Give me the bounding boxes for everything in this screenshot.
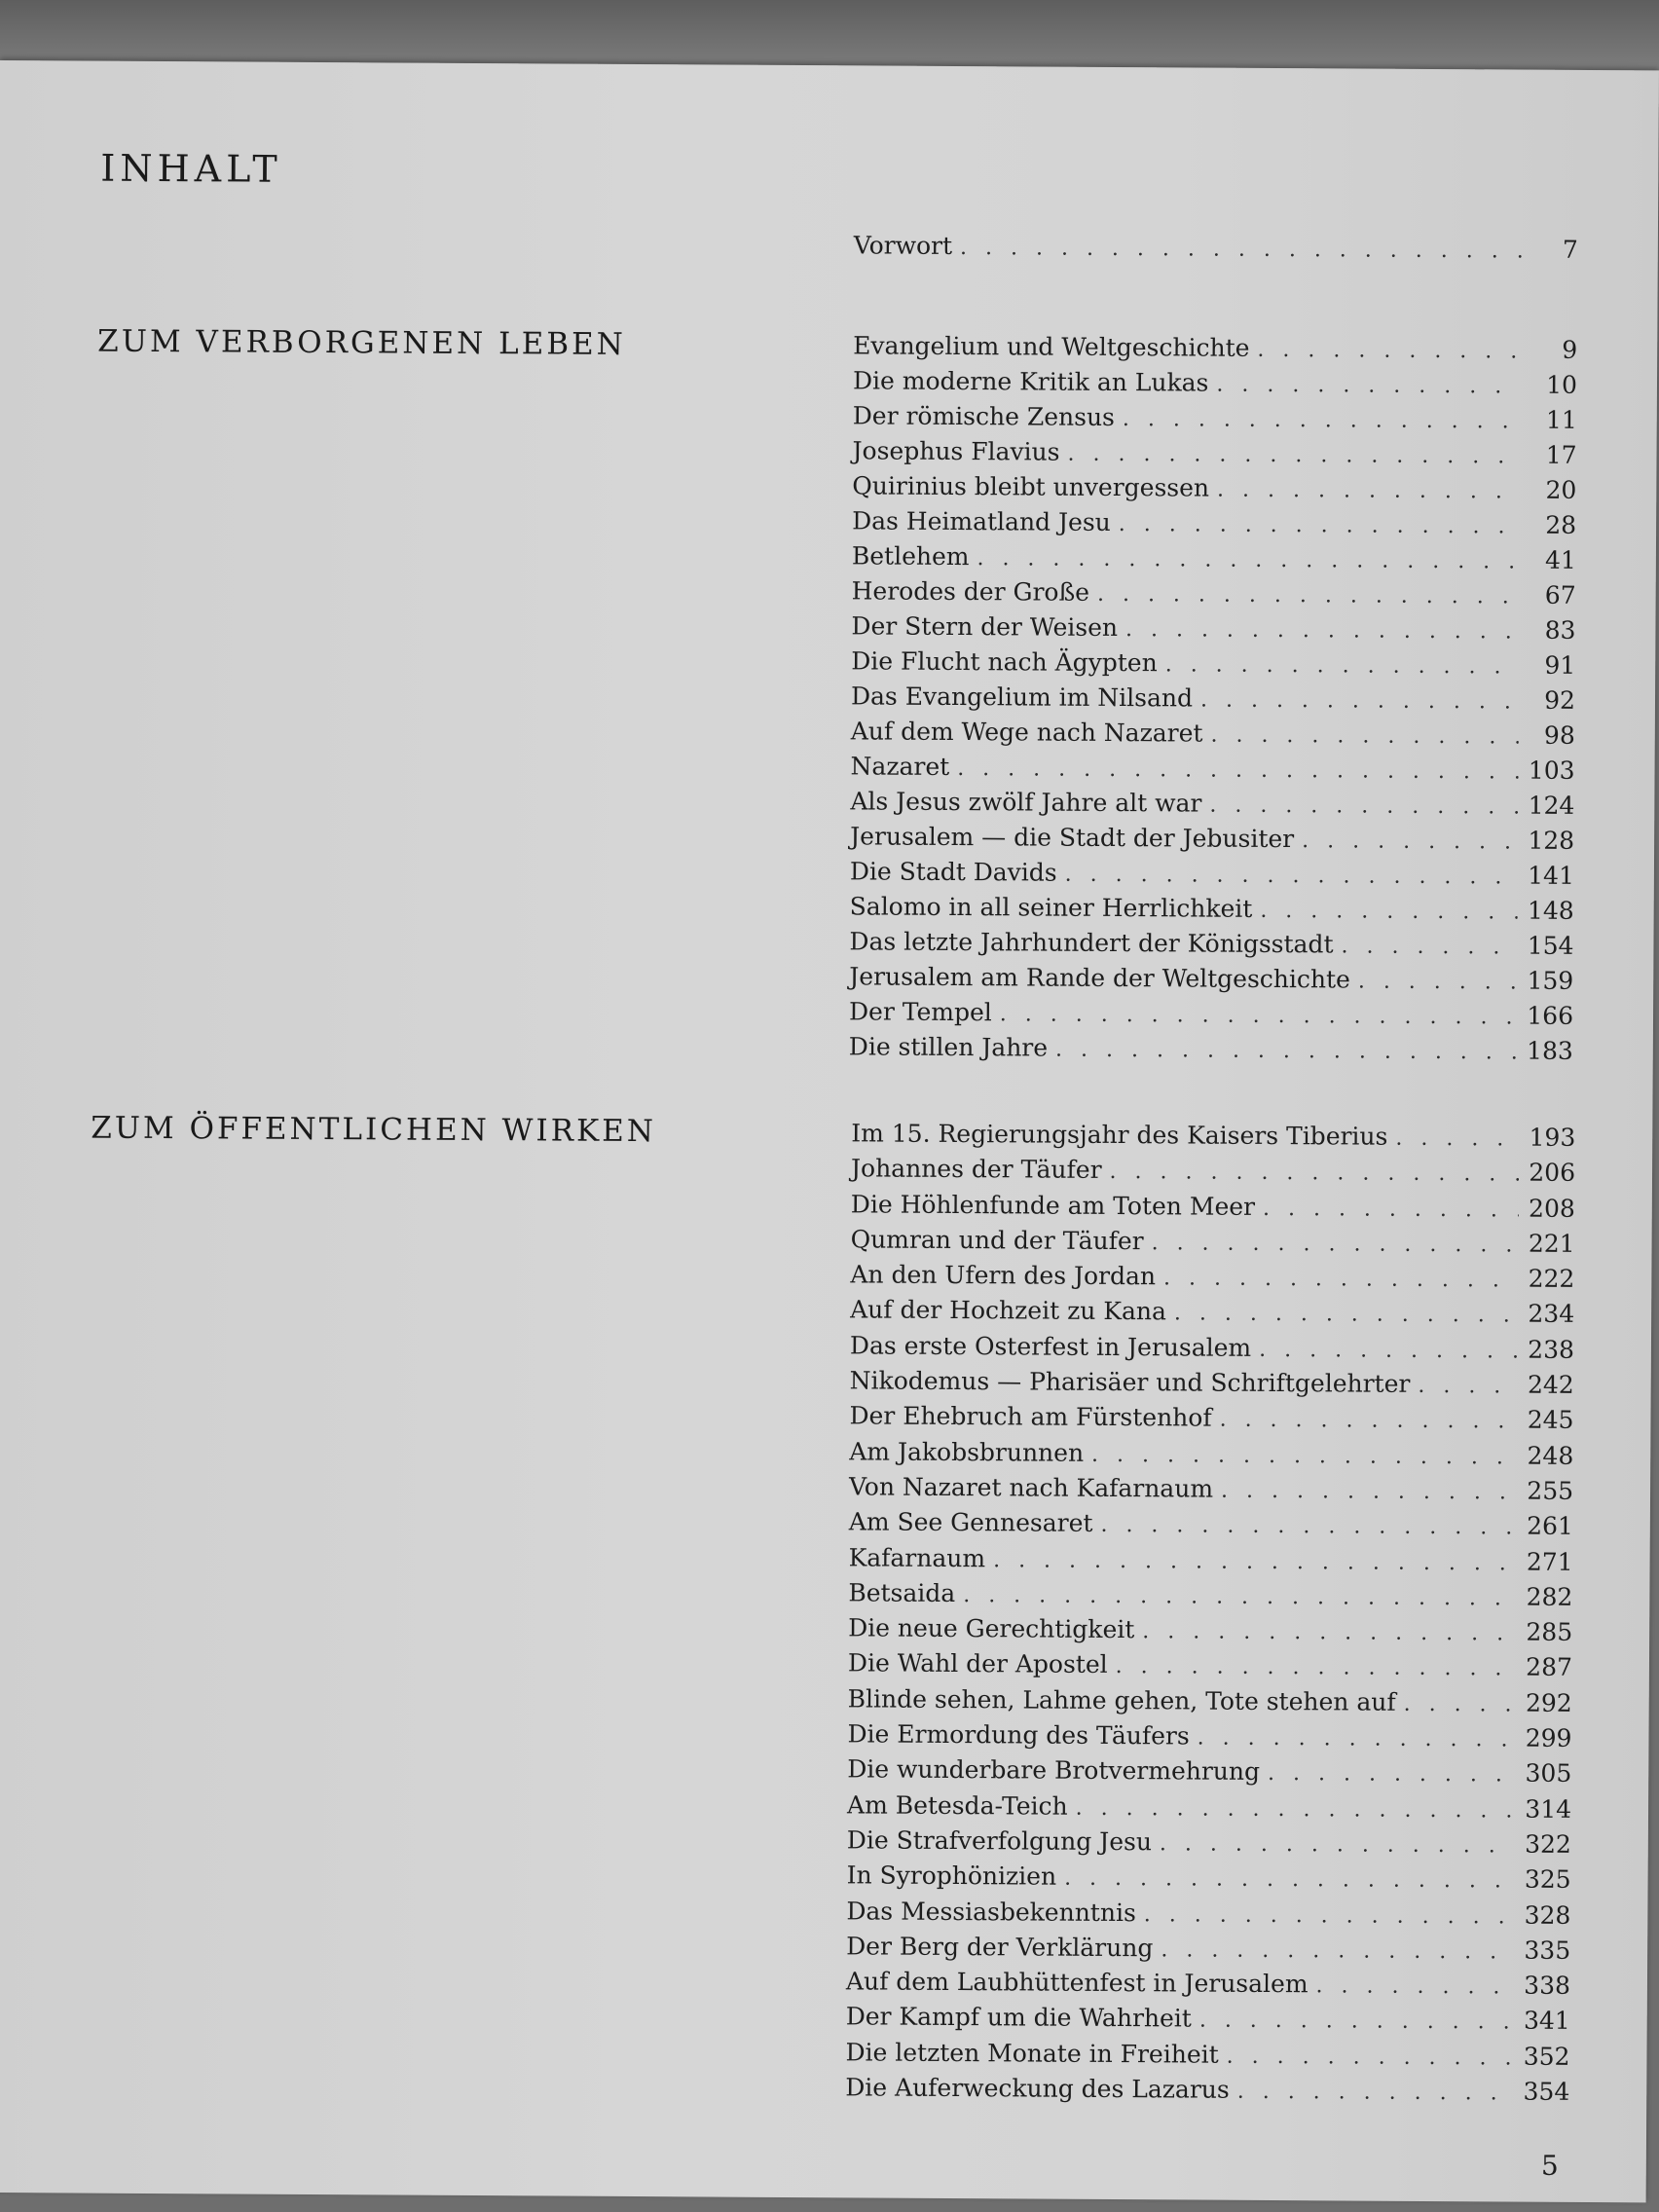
toc-entry-title: Der Berg der Verklärung <box>846 1932 1154 1963</box>
toc-entry <box>850 1225 1574 1265</box>
toc-entry-title: Am Betesda-Teich <box>846 1789 1068 1821</box>
toc-entry-page: 159 <box>1527 966 1574 995</box>
toc-entry-title: Nikodemus — Pharisäer und Schriftgelehrter <box>849 1366 1411 1398</box>
toc-entry-page: 242 <box>1527 1370 1574 1399</box>
dot-leader <box>1142 1619 1516 1645</box>
toc-entry <box>846 1862 1570 1901</box>
toc-entry-page: 299 <box>1525 1723 1572 1752</box>
toc-entry-preface <box>854 231 1578 271</box>
toc-entry <box>852 436 1576 476</box>
toc-entry-page: 28 <box>1545 510 1577 539</box>
toc-entry-page: 338 <box>1524 1971 1571 2001</box>
toc-entry-title: Das Heimatland Jesu <box>852 506 1111 536</box>
dot-leader <box>1065 863 1518 890</box>
toc-entry <box>851 1155 1575 1195</box>
dot-leader <box>1076 1795 1516 1823</box>
page-title: INHALT <box>100 146 282 191</box>
dot-leader <box>960 236 1522 264</box>
toc-entry-title: Von Nazaret nach Kafarnaum <box>848 1472 1214 1503</box>
toc-entry-title: In Syrophönizien <box>846 1861 1057 1891</box>
dot-leader <box>1091 1443 1517 1470</box>
toc-entry <box>849 1437 1573 1477</box>
toc-entry <box>851 646 1575 686</box>
toc-entry <box>845 2038 1569 2078</box>
toc-entry <box>849 1472 1573 1512</box>
toc-entry-title: Die neue Gerechtigkeit <box>848 1613 1135 1644</box>
toc-entry-page: 183 <box>1527 1036 1573 1065</box>
dot-leader <box>1210 723 1518 750</box>
toc-entry-title: Die Strafverfolgung Jesu <box>846 1825 1153 1857</box>
dot-leader <box>963 1583 1516 1610</box>
toc-entry-title: Das erste Osterfest in Jerusalem <box>849 1331 1252 1362</box>
dot-leader <box>1100 1513 1516 1540</box>
toc-entry-title: Im 15. Regierungsjahr des Kaisers Tiberius <box>851 1119 1388 1151</box>
dot-leader <box>1116 1654 1516 1681</box>
toc-entry-page: 7 <box>1562 235 1578 264</box>
toc-entry <box>853 331 1577 371</box>
toc-entry-title: An den Ufern des Jordan <box>850 1260 1157 1291</box>
toc-entry-page: 271 <box>1526 1547 1573 1576</box>
dot-leader <box>1160 1831 1515 1858</box>
toc-entry <box>850 892 1574 932</box>
toc-entry-page: 352 <box>1523 2042 1570 2071</box>
dot-leader <box>1165 652 1520 679</box>
toc-entry-page: 148 <box>1527 896 1574 925</box>
toc-entry <box>849 927 1573 967</box>
toc-entry-page: 335 <box>1524 1936 1571 1965</box>
toc-preface <box>854 231 1578 271</box>
dot-leader <box>1174 1302 1518 1328</box>
toc-entry-page: 282 <box>1526 1582 1573 1611</box>
dot-leader <box>977 546 1520 573</box>
toc-entry-page: 341 <box>1523 2007 1570 2036</box>
toc-entry <box>851 1190 1575 1230</box>
dot-leader <box>1358 970 1518 995</box>
dot-leader <box>1260 899 1517 925</box>
toc-entry <box>849 962 1573 1002</box>
dot-leader <box>1198 1726 1516 1752</box>
toc-entry-title: Die Höhlenfunde am Toten Meer <box>850 1189 1256 1221</box>
dot-leader <box>1237 2080 1514 2106</box>
toc-entry-title: Als Jesus zwölf Jahre alt war <box>850 787 1202 818</box>
toc-entry-page: 305 <box>1525 1758 1572 1788</box>
toc-entry-page: 328 <box>1524 1900 1571 1930</box>
toc-entry-page: 322 <box>1525 1829 1571 1859</box>
dot-leader <box>1341 934 1517 959</box>
toc-entry <box>850 787 1574 827</box>
toc-entry-page: 9 <box>1562 335 1578 364</box>
toc-entry-page: 248 <box>1527 1441 1574 1470</box>
dot-leader <box>1144 1902 1515 1929</box>
toc-entry-title: Quirinius bleibt unvergessen <box>852 471 1210 502</box>
toc-entry-title: Die Stadt Davids <box>849 857 1057 887</box>
toc-entry <box>849 997 1573 1037</box>
toc-entry-page: 91 <box>1544 650 1576 680</box>
toc-entry-page: 128 <box>1528 826 1575 855</box>
toc-entry-title: Salomo in all seiner Herrlichkeit <box>849 892 1253 923</box>
toc-entry-title: Am See Gennesaret <box>848 1507 1093 1538</box>
page-number: 5 <box>1540 2149 1559 2182</box>
toc-entry-title: Das letzte Jahrhundert der Königsstadt <box>849 927 1334 959</box>
toc-entry <box>850 1296 1574 1336</box>
toc-entry-title: Die Ermordung des Täufers <box>847 1719 1190 1751</box>
toc-entry <box>848 1684 1572 1724</box>
toc-entry-title: Nazaret <box>850 752 950 781</box>
toc-entry-title: Die Flucht nach Ägypten <box>851 646 1158 678</box>
dot-leader <box>1263 1197 1519 1223</box>
toc-entry-title: Die Auferweckung des Lazarus <box>845 2073 1230 2104</box>
toc-entry-page: 141 <box>1528 861 1575 890</box>
toc-entry-page: 287 <box>1526 1653 1573 1682</box>
toc-entry-page: 20 <box>1545 475 1577 504</box>
dot-leader <box>1209 793 1518 820</box>
toc-entry-title: Auf der Hochzeit zu Kana <box>850 1295 1167 1326</box>
toc-entry-title: Josephus Flavius <box>852 436 1060 466</box>
dot-leader <box>1227 2044 1514 2070</box>
toc-entry-title: Betlehem <box>851 541 970 571</box>
toc-entry <box>848 1543 1572 1583</box>
toc-entry-page: 67 <box>1544 580 1576 609</box>
dot-leader <box>1221 1479 1517 1505</box>
toc-entry-page: 193 <box>1529 1123 1576 1152</box>
toc-entry-page: 221 <box>1528 1229 1575 1258</box>
toc-entry-title: Der römische Zensus <box>852 401 1116 432</box>
toc-entry <box>853 401 1577 441</box>
toc-entry-page: 154 <box>1527 931 1574 960</box>
toc-entry <box>848 1614 1572 1654</box>
toc-section-oeffentliches-wirken <box>845 1119 1575 2113</box>
toc-entry-title: Die letzten Monate in Freiheit <box>845 2038 1219 2069</box>
toc-entry-page: 238 <box>1528 1335 1575 1364</box>
toc-entry-page: 166 <box>1527 1001 1574 1030</box>
toc-entry <box>845 2073 1569 2113</box>
toc-entry-page: 17 <box>1545 440 1577 469</box>
toc-entry-title: Auf dem Wege nach Nazaret <box>850 717 1203 748</box>
toc-entry-title: Die stillen Jahre <box>848 1032 1049 1062</box>
toc-entry <box>852 506 1576 546</box>
toc-entry <box>847 1790 1571 1830</box>
dot-leader <box>1199 2009 1514 2035</box>
dot-leader <box>1315 1973 1514 1999</box>
toc-entry-title: Jerusalem am Rande der Weltgeschichte <box>849 962 1350 994</box>
toc-entry <box>848 1649 1572 1689</box>
toc-entry-title: Vorwort <box>853 231 953 260</box>
toc-entry-title: Die moderne Kritik an Lukas <box>852 366 1209 397</box>
dot-leader <box>1302 829 1518 854</box>
toc-entry-page: 255 <box>1527 1476 1574 1505</box>
toc-entry-page: 208 <box>1529 1194 1575 1223</box>
dot-leader <box>1119 512 1520 539</box>
toc-entry-title: Der Ehebruch am Fürstenhof <box>849 1401 1212 1433</box>
dot-leader <box>993 1548 1517 1575</box>
toc-entry-page: 292 <box>1525 1688 1572 1717</box>
toc-entry-title: Auf dem Laubhüttenfest in Jerusalem <box>845 1967 1309 1999</box>
dot-leader <box>1123 407 1521 433</box>
dot-leader <box>1109 1160 1519 1187</box>
dot-leader <box>1257 338 1521 364</box>
dot-leader <box>957 756 1518 785</box>
toc-entry <box>849 1508 1573 1548</box>
toc-entry-title: Evangelium und Weltgeschichte <box>853 331 1250 362</box>
toc-entry-page: 10 <box>1546 370 1578 399</box>
toc-entry-page: 11 <box>1545 405 1577 434</box>
toc-entry-page: 206 <box>1529 1158 1576 1188</box>
toc-entry-title: Herodes der Große <box>851 576 1090 607</box>
toc-entry-title: Das Evangelium im Nilsand <box>850 682 1194 713</box>
toc-entry-page: 124 <box>1528 791 1575 820</box>
dot-leader <box>1418 1374 1517 1399</box>
dot-leader <box>1125 617 1520 644</box>
toc-entry-page: 285 <box>1526 1617 1573 1647</box>
dot-leader <box>1404 1692 1516 1717</box>
section-heading-verborgenes-leben: ZUM VERBORGENEN LEBEN <box>97 323 626 362</box>
toc-entry <box>846 2003 1570 2043</box>
toc-entry <box>851 717 1575 756</box>
dot-leader <box>1268 1761 1515 1788</box>
book-page <box>0 60 1659 2202</box>
toc-entry-title: Qumran und der Täufer <box>850 1225 1144 1256</box>
toc-entry <box>847 1755 1571 1795</box>
dot-leader <box>1097 582 1520 609</box>
section-heading-oeffentliches-wirken: ZUM ÖFFENTLICHEN WIRKEN <box>91 1110 657 1150</box>
dot-leader <box>1000 1002 1517 1029</box>
toc-entry <box>846 1897 1570 1936</box>
toc-entry <box>852 541 1576 581</box>
toc-entry-page: 261 <box>1527 1511 1573 1541</box>
dot-leader <box>1067 442 1520 469</box>
toc-entry-title: Betsaida <box>848 1578 956 1607</box>
toc-entry-page: 103 <box>1528 756 1575 785</box>
toc-entry-page: 222 <box>1528 1264 1575 1294</box>
toc-entry <box>853 366 1577 406</box>
toc-entry <box>852 576 1576 616</box>
toc-entry <box>849 1402 1573 1442</box>
toc-entry <box>851 682 1575 721</box>
dot-leader <box>1217 478 1520 504</box>
toc-entry <box>851 611 1575 651</box>
toc-entry <box>847 1825 1571 1865</box>
toc-entry <box>850 1261 1574 1301</box>
toc-entry-page: 98 <box>1543 720 1575 750</box>
toc-entry <box>850 752 1574 792</box>
toc-entry-title: Am Jakobsbrunnen <box>849 1437 1085 1467</box>
toc-entry-page: 83 <box>1544 615 1576 645</box>
dot-leader <box>1216 373 1521 399</box>
toc-entry-title: Die Wahl der Apostel <box>847 1648 1108 1679</box>
dot-leader <box>1163 1267 1518 1293</box>
dot-leader <box>1055 1038 1517 1065</box>
toc-entry <box>852 471 1576 511</box>
dot-leader <box>1395 1126 1519 1152</box>
dot-leader <box>1220 1408 1518 1434</box>
toc-entry-page: 41 <box>1544 545 1576 574</box>
toc-entry-page: 92 <box>1544 685 1576 715</box>
toc-entry <box>847 1719 1571 1759</box>
toc-entry-title: Der Stern der Weisen <box>851 611 1119 643</box>
toc-entry-page: 354 <box>1523 2077 1570 2106</box>
dot-leader <box>1161 1937 1514 1964</box>
toc-entry-page: 325 <box>1524 1864 1571 1895</box>
toc-entry-title: Das Messiasbekenntnis <box>846 1896 1136 1927</box>
toc-entry-page: 314 <box>1525 1794 1572 1824</box>
toc-entry <box>850 1366 1574 1406</box>
toc-entry <box>846 1967 1570 2007</box>
toc-entry-title: Blinde sehen, Lahme gehen, Tote stehen auf <box>847 1684 1396 1716</box>
toc-entry <box>850 857 1574 897</box>
dot-leader <box>1259 1338 1518 1364</box>
toc-entry-page: 234 <box>1528 1300 1575 1329</box>
toc-entry-title: Jerusalem — die Stadt der Jebusiter <box>850 822 1295 854</box>
toc-entry <box>851 1119 1575 1159</box>
toc-entry-title: Die wunderbare Brotvermehrung <box>847 1754 1261 1787</box>
toc-entry-title: Kafarnaum <box>848 1542 986 1572</box>
toc-entry-page: 245 <box>1527 1405 1574 1435</box>
dot-leader <box>1064 1866 1515 1894</box>
dot-leader <box>1200 688 1519 715</box>
toc-entry <box>848 1578 1572 1618</box>
dot-leader <box>1152 1231 1519 1257</box>
toc-entry <box>849 1032 1573 1072</box>
toc-entry-title: Der Tempel <box>848 997 992 1027</box>
toc-entry-title: Johannes der Täufer <box>850 1154 1102 1185</box>
toc-section-verborgenes-leben <box>849 331 1578 1072</box>
toc-entry <box>850 1331 1574 1371</box>
toc-entry <box>846 1932 1570 1972</box>
toc-entry-title: Der Kampf um die Wahrheit <box>845 2002 1192 2033</box>
toc-entry <box>850 822 1574 862</box>
